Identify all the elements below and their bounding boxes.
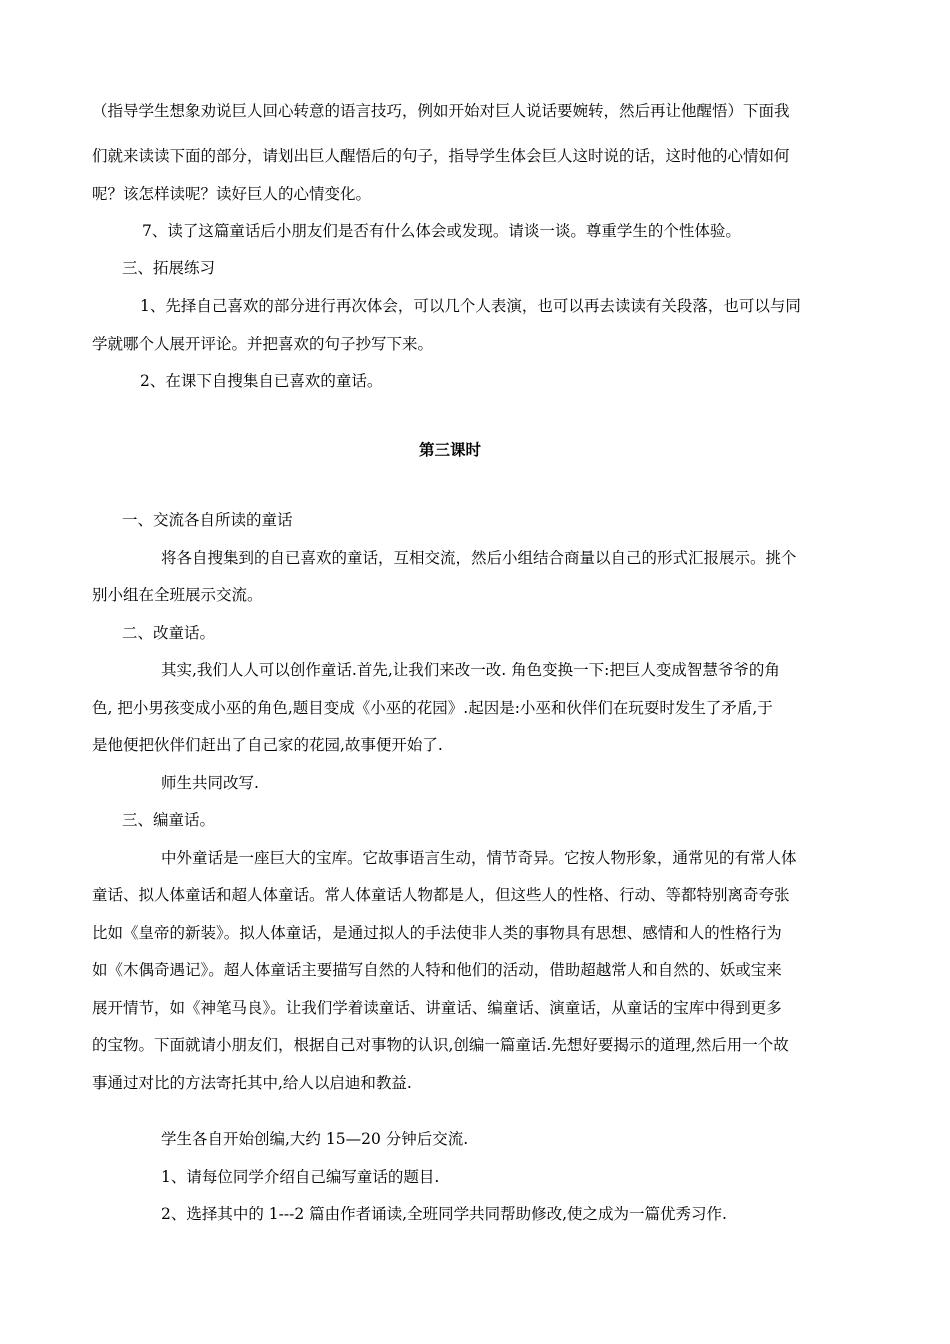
paragraph-line: 将各自搜集到的自已喜欢的童话，互相交流，然后小组结合商量以自己的形式汇报展示。挑个: [161, 549, 797, 567]
section-subheading: 一、交流各自所读的童话: [122, 511, 293, 529]
paragraph-line: 色, 把小男孩变成小巫的角色,题目变成《小巫的花园》.起因是:小巫和伙伴们在玩耍时发生了矛盾,于: [92, 699, 773, 717]
paragraph-line: 学就哪个人展开评论。并把喜欢的句子抄写下来。: [92, 335, 434, 353]
paragraph-line: 童话、拟人体童话和超人体童话。常人体童话人物都是人，但这些人的性格、行动、等都特别离奇夸张: [92, 886, 790, 904]
paragraph-line: 7、读了这篇童话后小朋友们是否有什么体会或发现。请谈一谈。尊重学生的个性体验。: [142, 222, 741, 240]
paragraph-line: 别小组在全班展示交流。: [92, 586, 263, 604]
list-item: 2、选择其中的 1---2 篇由作者诵读,全班同学共同帮助修改,使之成为一篇优秀习作.: [161, 1205, 727, 1223]
paragraph-line: 中外童话是一座巨大的宝库。它故事语言生动，情节奇异。它按人物形象，通常见的有常人体: [161, 849, 797, 867]
paragraph-line: 是他便把伙伴们赶出了自己家的花园,故事便开始了.: [92, 736, 443, 754]
paragraph-line: 2、在课下自搜集自已喜欢的童话。: [140, 372, 383, 390]
paragraph-line: 呢？该怎样读呢？读好巨人的心情变化。: [92, 185, 372, 203]
paragraph-line: 事通过对比的方法寄托其中,给人以启迪和教益.: [92, 1074, 412, 1092]
paragraph-line: 学生各自开始创编,大约 15—20 分钟后交流.: [161, 1130, 469, 1148]
section-subheading: 二、改童话。: [122, 624, 216, 642]
paragraph-line: 1、先择自己喜欢的部分进行再次体会，可以几个人表演，也可以再去读读有关段落，也可以与同: [140, 297, 801, 315]
paragraph-line: 师生共同改写.: [161, 774, 259, 792]
paragraph-line: 的宝物。下面就请小朋友们，根据自己对事物的认识,创编一篇童话.先想好要揭示的道理,然后用一个故: [92, 1036, 789, 1054]
paragraph-line: 比如《皇帝的新装》。拟人体童话，是通过拟人的手法使非人类的事物具有思想、感情和人的性格行为: [92, 924, 782, 942]
list-item: 1、请每位同学介绍自己编写童话的题目.: [161, 1168, 440, 1186]
section-subheading: 三、拓展练习: [122, 259, 216, 277]
paragraph-line: 其实,我们人人可以创作童话.首先,让我们来改一改. 角色变换一下:把巨人变成智慧爷爷的角: [161, 661, 780, 679]
paragraph-line: 展开情节，如《神笔马良》。让我们学着读童话、讲童话、编童话、演童话，从童话的宝库中得到更多: [92, 999, 782, 1017]
section-subheading: 三、编童话。: [122, 811, 216, 829]
paragraph-line: 们就来读读下面的部分，请划出巨人醒悟后的句子，指导学生体会巨人这时说的话，这时他的心情如何: [92, 147, 790, 165]
paragraph-line: 如《木偶奇遇记》。超人体童话主要描写自然的人特和他们的活动，借助超越常人和自然的、妖或宝来: [92, 961, 782, 979]
paragraph-line: （指导学生想象劝说巨人回心转意的语言技巧，例如开始对巨人说话要婉转，然后再让他醒悟）下面我: [92, 102, 790, 120]
section-heading: 第三课时: [418, 440, 481, 459]
